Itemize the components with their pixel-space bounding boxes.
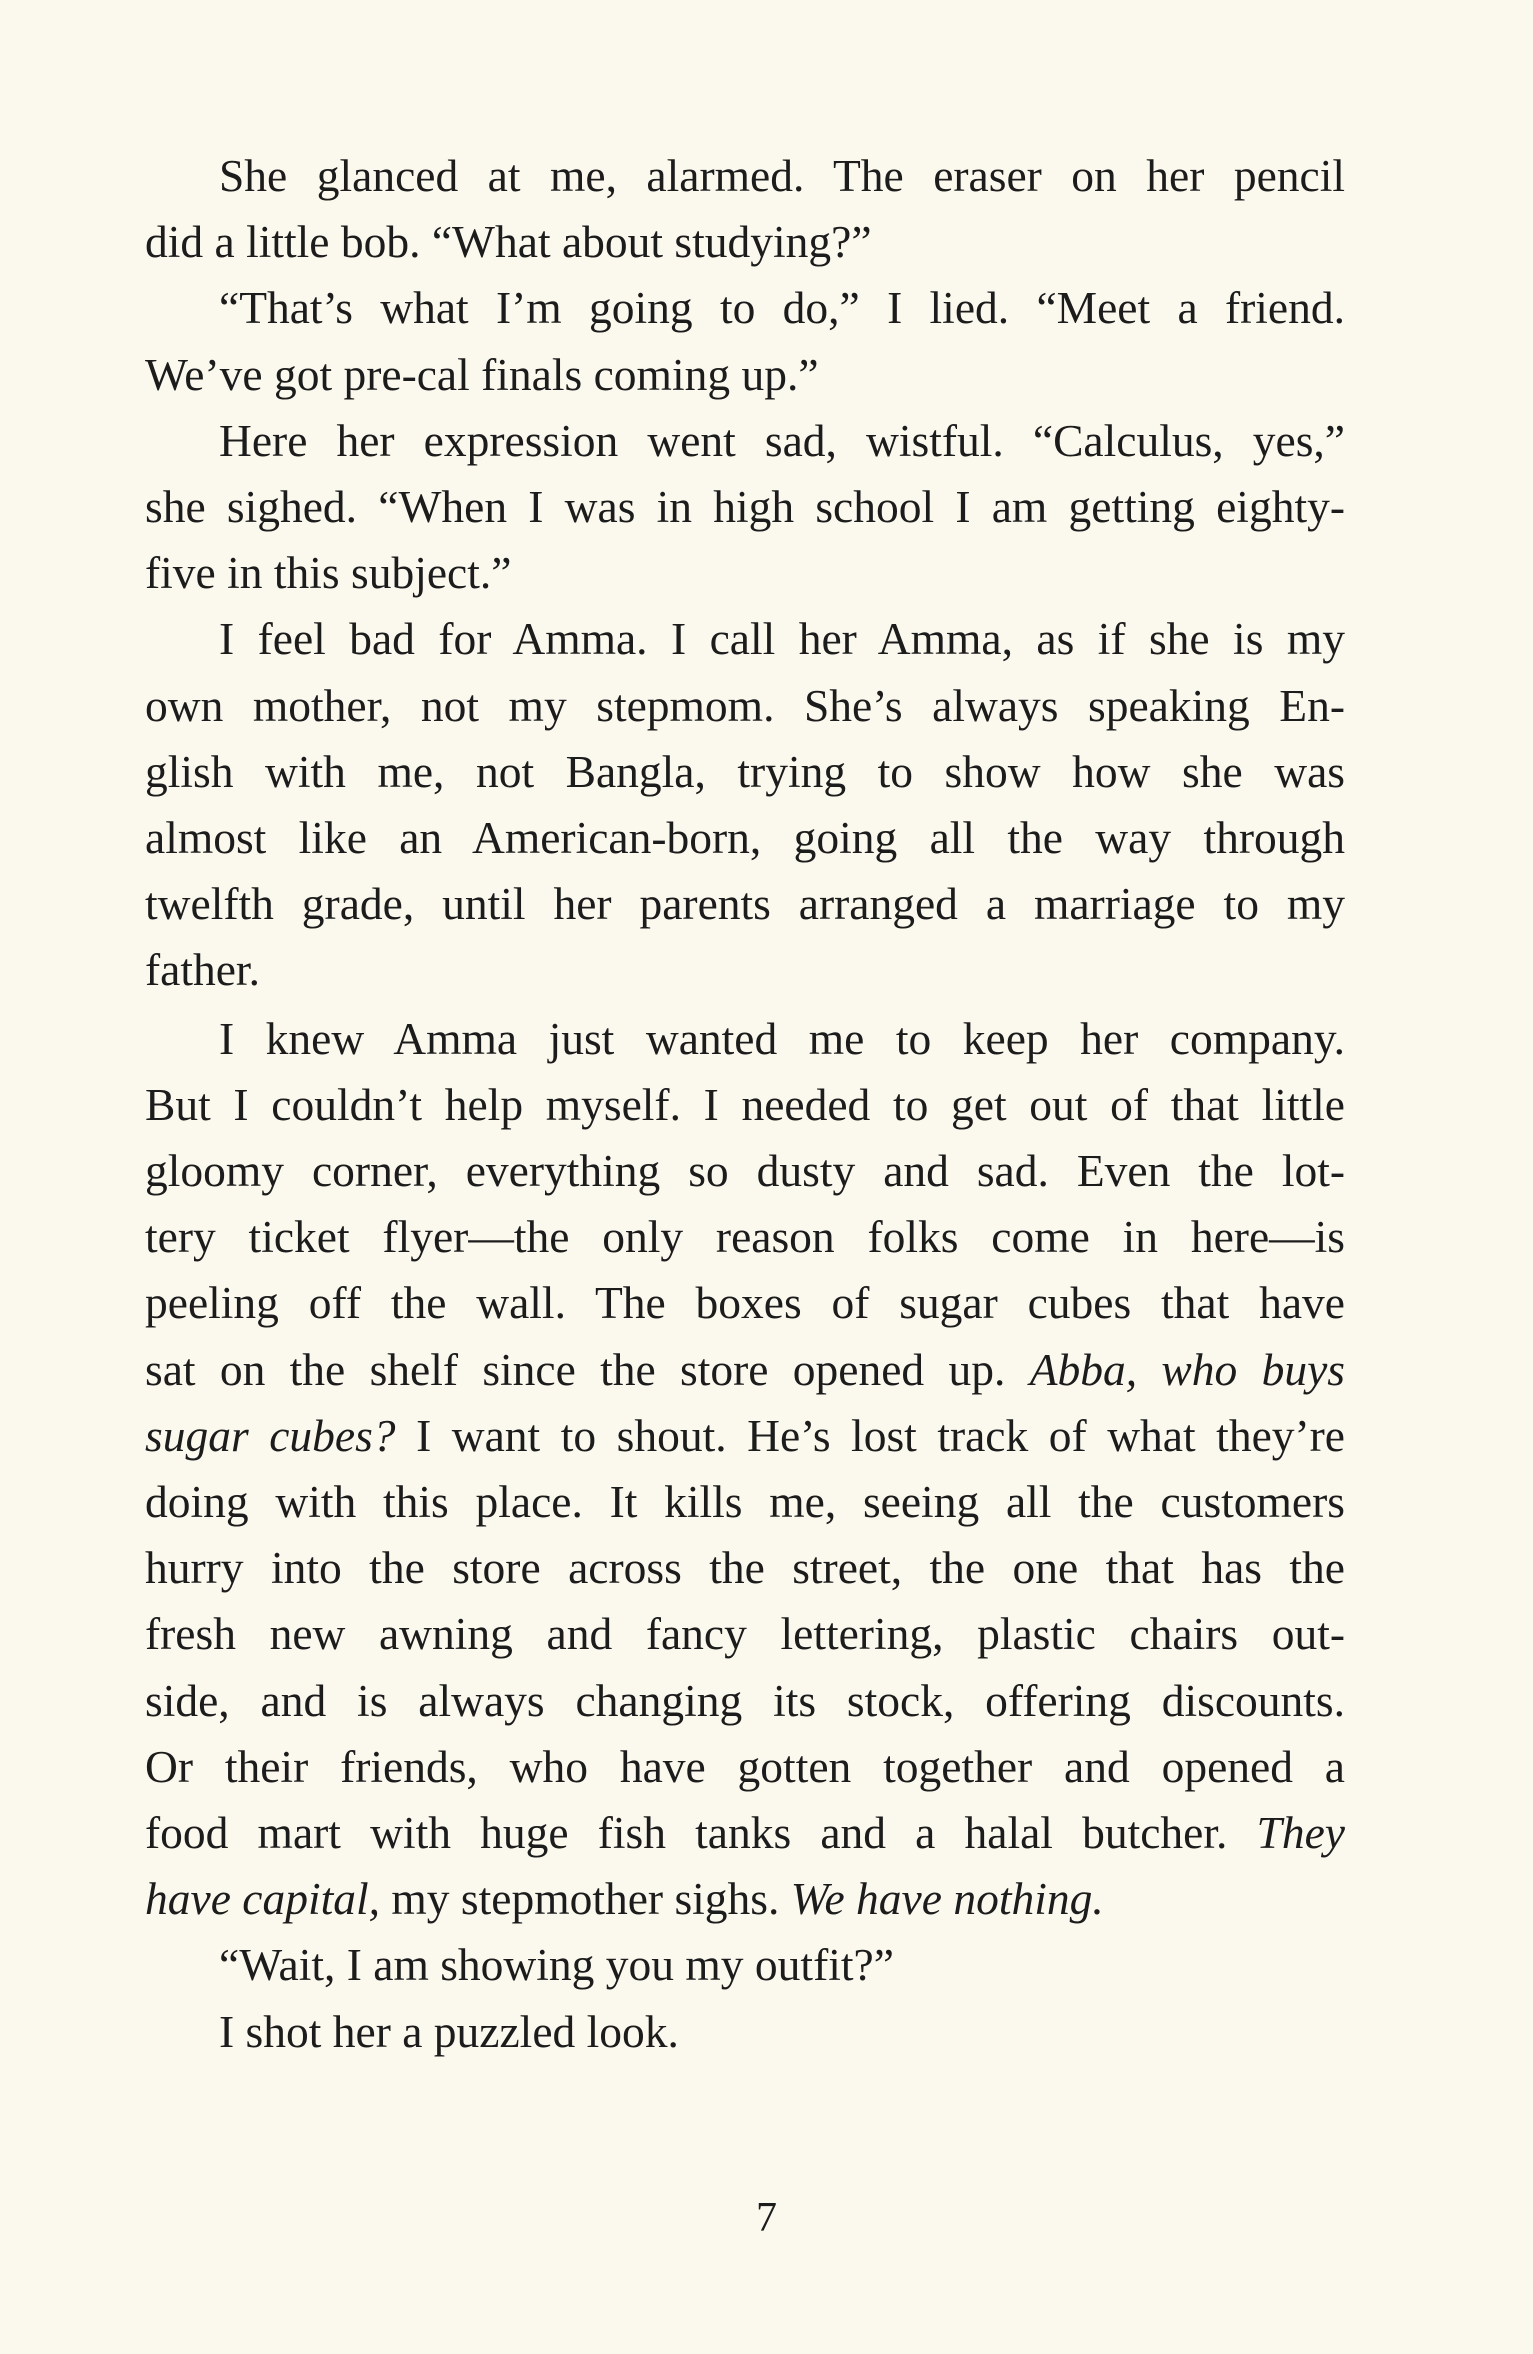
text-span: sat on the shelf since the store opened up. <box>145 1343 1030 1395</box>
text-line: “That’s what I’m going to do,” I lied. “Meet a friend. <box>219 282 1345 334</box>
text-line: Or their friends, who have gotten together and opened a <box>145 1740 1345 1792</box>
text-span: food mart with huge fish tanks and a halal butcher. <box>145 1807 1257 1859</box>
text-line: peeling off the wall. The boxes of sugar cubes that have <box>145 1277 1345 1329</box>
text-line: doing with this place. It kills me, seeing all the customers <box>145 1476 1345 1528</box>
text-line: I feel bad for Amma. I call her Amma, as if she is my <box>219 613 1345 665</box>
text-span: I want to shout. He’s lost track of what they’re <box>395 1409 1346 1461</box>
page-number: 7 <box>756 2195 777 2241</box>
text-line: almost like an American-born, going all the way through <box>145 812 1345 864</box>
text-line: she sighed. “When I was in high school I am getting eighty- <box>145 481 1345 533</box>
text-line: Here her expression went sad, wistful. “Calculus, yes,” <box>219 414 1345 466</box>
text-span: my stepmother sighs. <box>380 1873 791 1925</box>
italic-text: Abba, who buys <box>1029 1343 1345 1395</box>
text-line: fresh new awning and fancy lettering, plastic chairs out- <box>145 1608 1345 1660</box>
text-line: But I couldn’t help myself. I needed to get out of that little <box>145 1078 1345 1130</box>
text-line <box>145 1337 1345 1403</box>
text-line <box>145 1866 1345 1932</box>
text-line: tery ticket flyer—the only reason folks come in here—is <box>145 1211 1345 1263</box>
italic-text: have capital, <box>145 1873 381 1925</box>
text-line: own mother, not my stepmom. She’s always speaking En- <box>145 679 1345 731</box>
text-line <box>145 1800 1345 1866</box>
text-line: hurry into the store across the street, the one that has the <box>145 1542 1345 1594</box>
text-line: side, and is always changing its stock, offering discounts. <box>145 1674 1345 1726</box>
text-line: I knew Amma just wanted me to keep her company. <box>219 1012 1345 1064</box>
italic-text: They <box>1256 1807 1345 1859</box>
text-line: glish with me, not Bangla, trying to show how she was <box>145 745 1345 797</box>
text-line: father. <box>145 944 260 996</box>
text-line <box>145 1403 1345 1469</box>
body-text <box>145 143 1345 2065</box>
text-line: She glanced at me, alarmed. The eraser on her pencil <box>219 150 1345 201</box>
text-line: five in this subject.” <box>145 547 512 599</box>
text-line: I shot her a puzzled look. <box>219 2005 679 2057</box>
text-line: We’ve got pre-cal finals coming up.” <box>145 348 819 400</box>
italic-text: sugar cubes? <box>145 1409 396 1461</box>
text-line: twelfth grade, until her parents arranged a marriage to my <box>145 878 1345 930</box>
italic-text: We have nothing. <box>790 1873 1104 1925</box>
text-line: gloomy corner, everything so dusty and sad. Even the lot- <box>145 1145 1345 1197</box>
text-line: “Wait, I am showing you my outfit?” <box>219 1939 894 1991</box>
text-line: did a little bob. “What about studying?” <box>145 216 872 268</box>
